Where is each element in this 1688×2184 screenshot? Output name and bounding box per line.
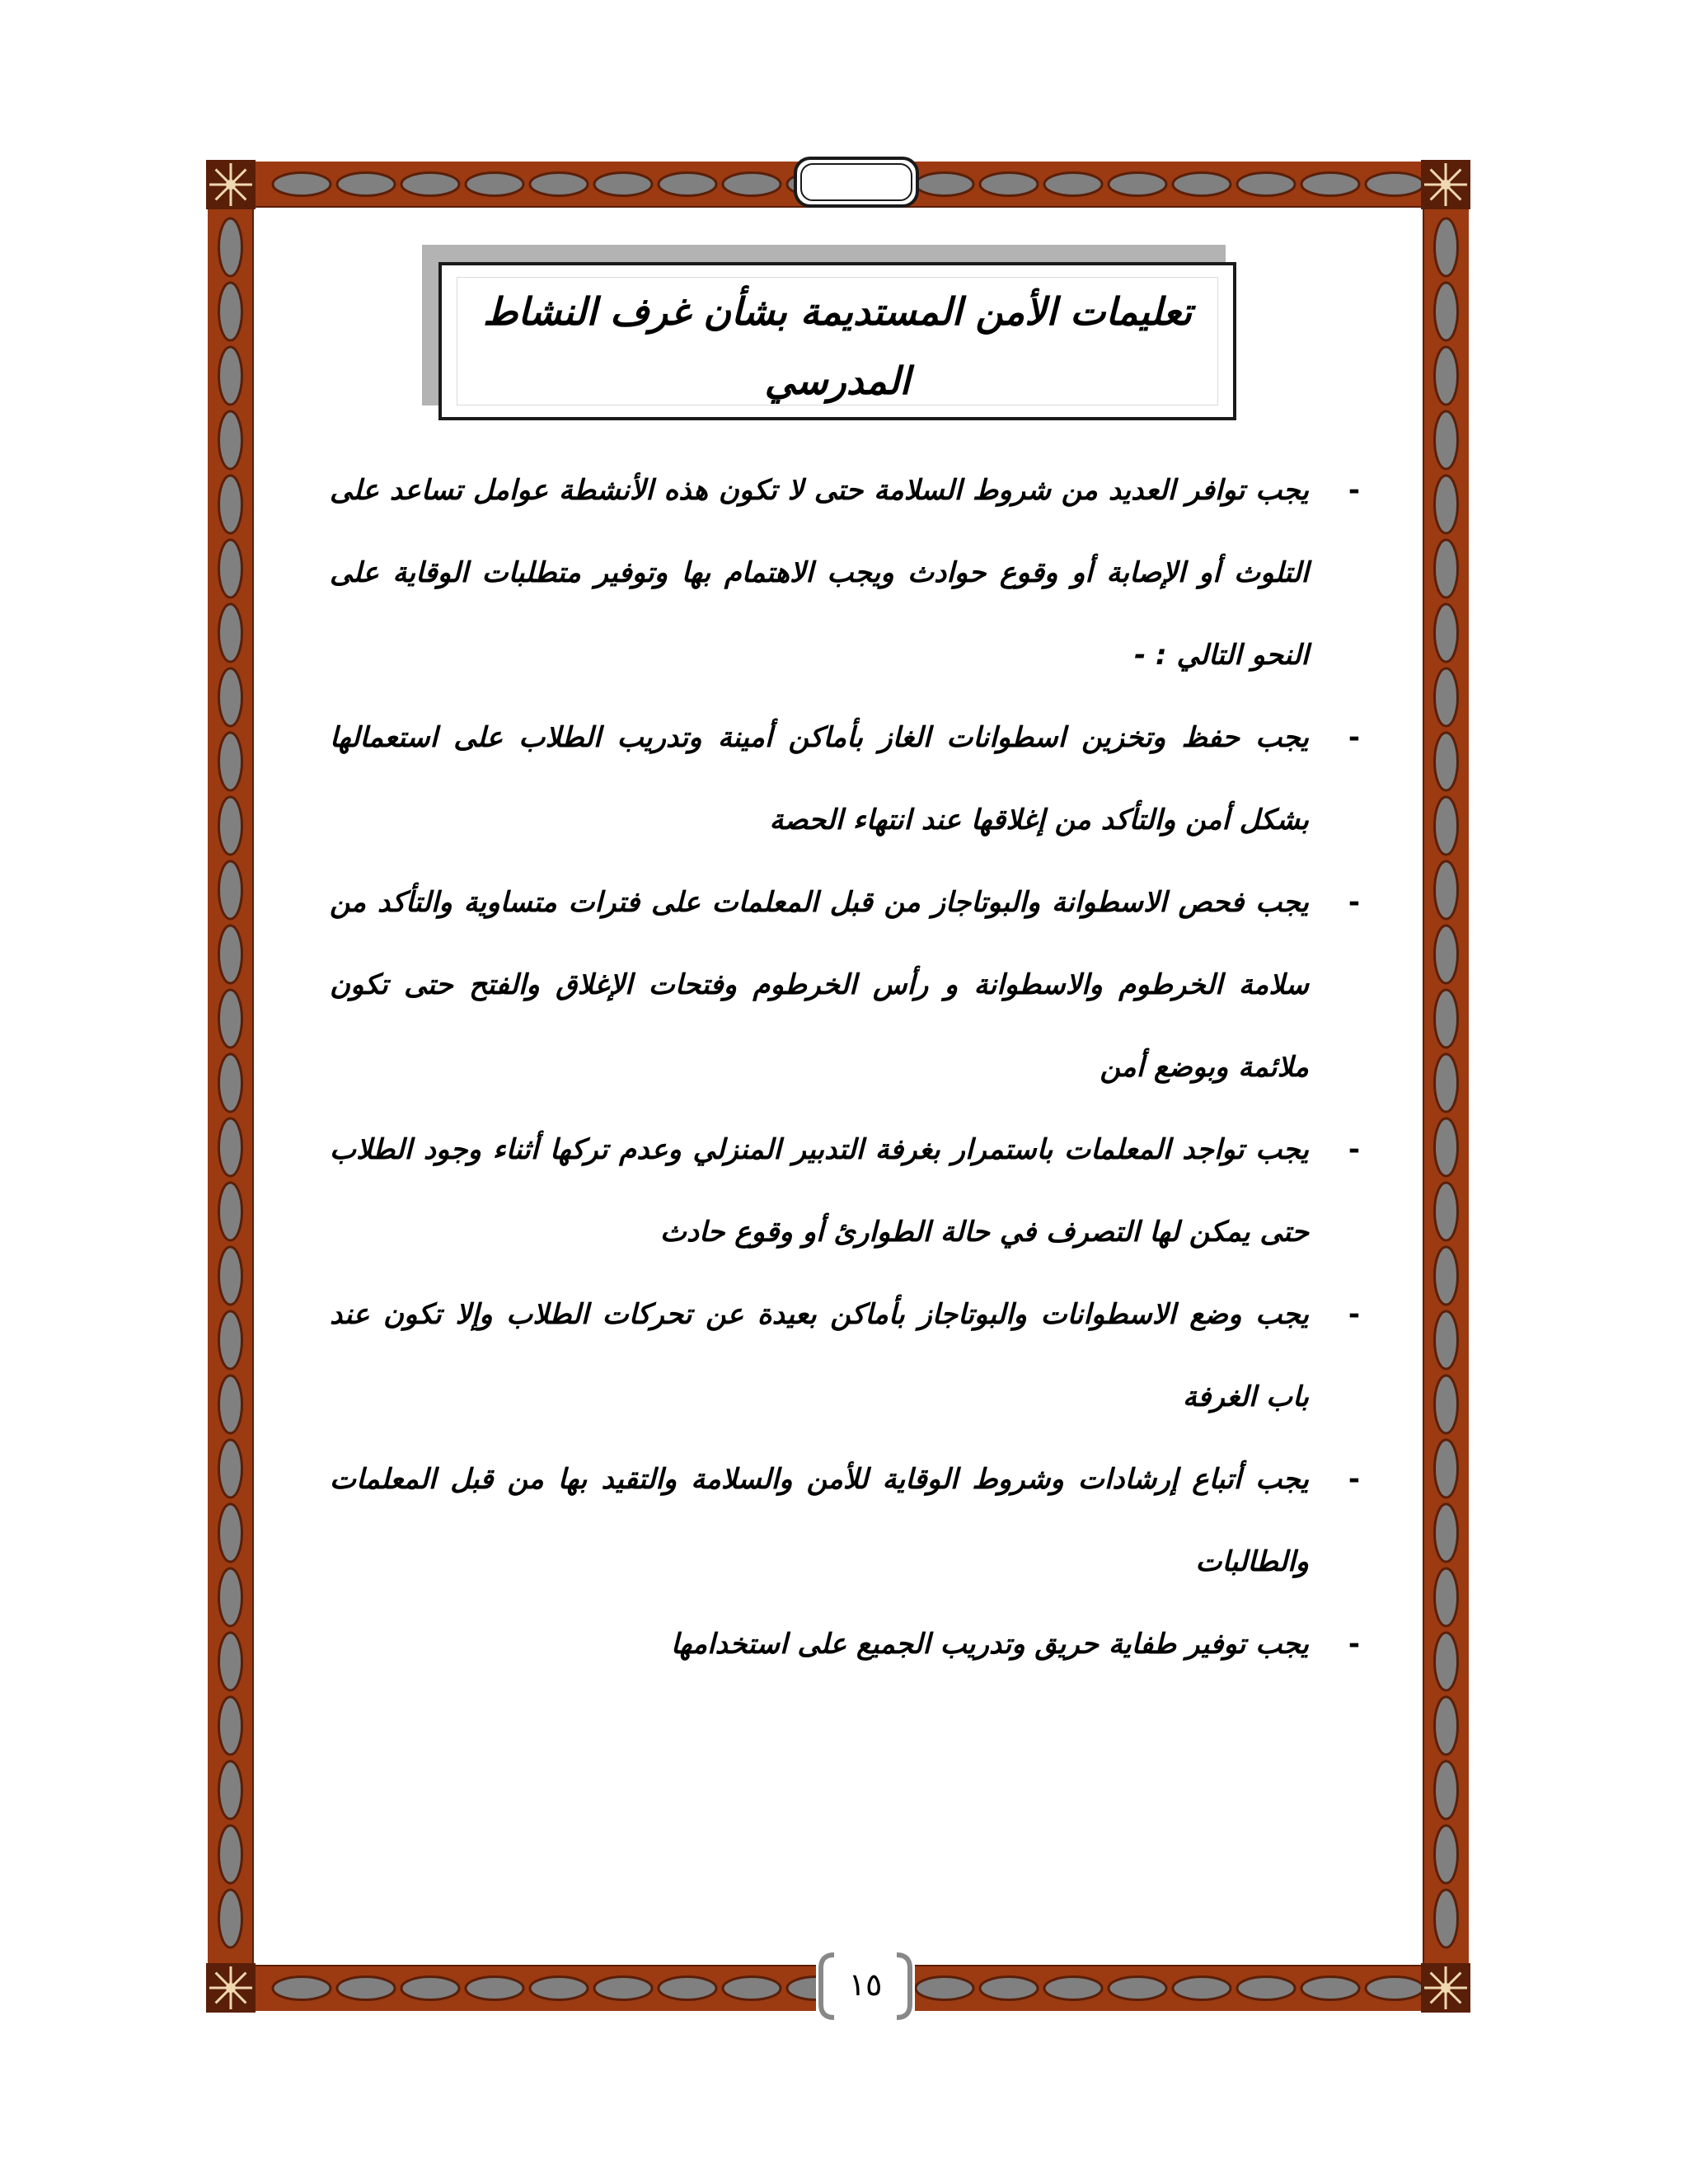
list-item: [330, 1603, 1360, 1685]
page-number: ١٥: [848, 1966, 883, 2003]
border-oval-ornament: [219, 1118, 242, 1176]
list-item: [330, 1438, 1360, 1603]
border-oval-ornament: [219, 540, 242, 598]
border-oval-ornament: [1237, 173, 1295, 196]
page-title: تعليمات الأمن المستديمة بشأن غرف النشاط المدرسي: [482, 289, 1193, 403]
border-oval-ornament: [219, 604, 242, 662]
border-oval-ornament: [1435, 1568, 1458, 1626]
bullet-dash: -: [1348, 1133, 1360, 1166]
border-oval-ornament: [1435, 1697, 1458, 1755]
border-oval-ornament: [1435, 411, 1458, 469]
border-oval-ornament: [980, 1977, 1038, 2000]
list-item-text: يجب أتباع إرشادات وشروط الوقاية للأمن والسلامة والتقيد بها من قبل المعلمات والطالبات: [330, 1463, 1309, 1578]
border-oval-ornament: [219, 990, 242, 1047]
border-oval-ornament: [530, 1977, 588, 2000]
bullet-dash: -: [1348, 886, 1360, 919]
border-oval-ornament: [1435, 1183, 1458, 1240]
list-item-text: يجب وضع الاسطوانات والبوتاجاز بأماكن بعيدة عن تحركات الطلاب وإلا تكون عند باب الغرفة: [330, 1298, 1309, 1413]
border-oval-ornament: [723, 1977, 781, 2000]
border-oval-ornament: [219, 1054, 242, 1112]
border-oval-ornament: [1366, 173, 1423, 196]
border-oval-ornament: [219, 1504, 242, 1562]
border-oval-ornament: [219, 797, 242, 855]
instructions-list: [330, 449, 1360, 1685]
border-oval-ornament: [219, 218, 242, 276]
border-oval-ornament: [723, 173, 781, 196]
border-oval-ornament: [1435, 476, 1458, 533]
border-oval-ornament: [466, 1977, 523, 2000]
border-oval-ornament: [219, 347, 242, 405]
list-item-text: يجب توافر العديد من شروط السلامة حتى لا تكون هذه الأنشطة عوامل تساعد على التلوث أو الإصابة أو وقوع حوادث ويجب الاهتمام بها وتوفير متطلبات الوقاية على النحو التالي : -: [330, 474, 1309, 672]
border-oval-ornament: [659, 1977, 716, 2000]
border-oval-ornament: [219, 476, 242, 533]
border-oval-ornament: [1435, 861, 1458, 919]
border-oval-ornament: [1366, 1977, 1423, 2000]
border-oval-ornament: [1435, 1376, 1458, 1433]
border-oval-ornament: [916, 173, 973, 196]
list-item-text: يجب توفير طفاية حريق وتدريب الجميع على استخدامها: [670, 1628, 1309, 1661]
border-oval-ornament: [401, 1977, 459, 2000]
border-oval-ornament: [1301, 1977, 1359, 2000]
border-oval-ornament: [1435, 540, 1458, 598]
border-oval-ornament: [219, 668, 242, 726]
border-oval-ornament: [1435, 1054, 1458, 1112]
border-oval-ornament: [1435, 926, 1458, 983]
border-oval-ornament: [219, 861, 242, 919]
border-oval-ornament: [1435, 733, 1458, 790]
border-oval-ornament: [1435, 1633, 1458, 1690]
border-oval-ornament: [1435, 1825, 1458, 1883]
border-oval-ornament: [219, 1568, 242, 1626]
list-item: [330, 1108, 1360, 1273]
border-oval-ornament: [219, 733, 242, 790]
border-oval-ornament: [466, 173, 523, 196]
border-oval-ornament: [219, 1825, 242, 1883]
border-oval-ornament: [1173, 1977, 1231, 2000]
list-item: [330, 1273, 1360, 1438]
corner-center-dot: [226, 180, 236, 190]
list-item: [330, 861, 1360, 1108]
border-oval-ornament: [337, 1977, 395, 2000]
border-oval-ornament: [273, 1977, 331, 2000]
border-oval-ornament: [1435, 218, 1458, 276]
border-oval-ornament: [594, 173, 652, 196]
border-oval-ornament: [1435, 1890, 1458, 1947]
border-oval-ornament: [219, 1247, 242, 1305]
list-item: [330, 696, 1360, 861]
border-oval-ornament: [219, 926, 242, 983]
border-oval-ornament: [1435, 1311, 1458, 1369]
bullet-dash: -: [1348, 1628, 1360, 1661]
border-oval-ornament: [219, 1633, 242, 1690]
border-oval-ornament: [219, 1697, 242, 1755]
border-oval-ornament: [1435, 797, 1458, 855]
list-item-text: يجب فحص الاسطوانة والبوتاجاز من قبل المعلمات على فترات متساوية والتأكد من سلامة الخرطوم والاسطوانة و رأس الخرطوم وفتحات الإغلاق والفتح حتى تكون ملائمة وبوضع أمن: [330, 886, 1309, 1084]
border-oval-ornament: [219, 1440, 242, 1497]
border-oval-ornament: [1435, 990, 1458, 1047]
border-oval-ornament: [1237, 1977, 1295, 2000]
border-oval-ornament: [219, 1376, 242, 1433]
border-oval-ornament: [1435, 604, 1458, 662]
border-oval-ornament: [219, 283, 242, 340]
border-oval-ornament: [594, 1977, 652, 2000]
border-oval-ornament: [1109, 1977, 1166, 2000]
bullet-dash: -: [1348, 1298, 1360, 1331]
border-oval-ornament: [1435, 668, 1458, 726]
border-oval-ornament: [1435, 1247, 1458, 1305]
border-oval-ornament: [219, 1761, 242, 1819]
corner-center-dot: [1441, 180, 1451, 190]
list-item: [330, 449, 1360, 696]
border-oval-ornament: [1301, 173, 1359, 196]
border-oval-ornament: [219, 1311, 242, 1369]
border-oval-ornament: [1435, 283, 1458, 340]
border-oval-ornament: [1044, 1977, 1102, 2000]
list-item-text: يجب حفظ وتخزين اسطوانات الغاز بأماكن أمينة وتدريب الطلاب على استعمالها بشكل أمن والتأكد من إغلاقها عند انتهاء الحصة: [330, 721, 1309, 837]
top-cartouche: [795, 158, 917, 206]
border-oval-ornament: [219, 1890, 242, 1947]
border-oval-ornament: [1435, 347, 1458, 405]
border-oval-ornament: [916, 1977, 973, 2000]
border-oval-ornament: [1044, 173, 1102, 196]
title-box: [438, 262, 1236, 420]
bullet-dash: -: [1348, 474, 1360, 507]
border-oval-ornament: [401, 173, 459, 196]
bullet-dash: -: [1348, 1463, 1360, 1496]
border-oval-ornament: [1173, 173, 1231, 196]
border-oval-ornament: [659, 173, 716, 196]
corner-center-dot: [226, 1983, 236, 1993]
border-oval-ornament: [1435, 1440, 1458, 1497]
border-oval-ornament: [337, 173, 395, 196]
border-oval-ornament: [1109, 173, 1166, 196]
border-oval-ornament: [219, 411, 242, 469]
border-oval-ornament: [1435, 1504, 1458, 1562]
border-oval-ornament: [219, 1183, 242, 1240]
bullet-dash: -: [1348, 721, 1360, 754]
border-oval-ornament: [530, 173, 588, 196]
corner-center-dot: [1441, 1983, 1451, 1993]
border-oval-ornament: [273, 173, 331, 196]
border-oval-ornament: [980, 173, 1038, 196]
border-oval-ornament: [1435, 1761, 1458, 1819]
border-oval-ornament: [1435, 1118, 1458, 1176]
list-item-text: يجب تواجد المعلمات باستمرار بغرفة التدبير المنزلي وعدم تركها أثناء وجود الطلاب حتى يمكن لها التصرف في حالة الطوارئ أو وقوع حادث: [330, 1133, 1309, 1249]
